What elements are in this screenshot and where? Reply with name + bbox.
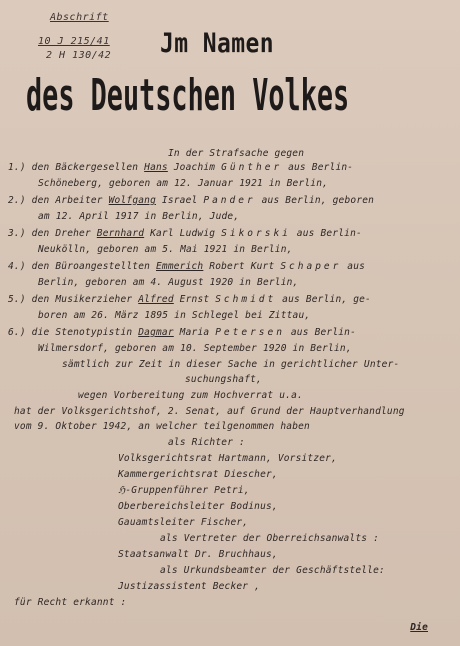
intro-line: In der Strafsache gegen [168,148,305,159]
defendant-2-line-2: am 12. April 1917 in Berlin, Jude, [38,211,240,222]
judge-3: ℌ-Gruppenführer Petri, [118,485,250,496]
defendant-1-line-1: 1.) den Bäckergesellen Hans Joachim Günther aus Berlin- [8,162,354,173]
defendant-4-line-2: Berlin, geboren am 4. August 1920 in Berlin, [38,277,299,288]
clerk-name: Justizassistent Becker , [118,581,261,592]
custody-line-1: sämtlich zur Zeit in dieser Sache in gerichtlicher Unter- [62,359,400,370]
prosecutor-heading: als Vertreter der Oberreichsanwalts : [160,533,380,544]
judges-heading: als Richter : [168,437,245,448]
defendant-1-line-2: Schöneberg, geboren am 12. Januar 1921 in Berlin, [38,178,329,189]
custody-line-2: suchungshaft, [185,374,262,385]
judge-4: Oberbereichsleiter Bodinus, [118,501,278,512]
prosecutor-name: Staatsanwalt Dr. Bruchhaus, [118,549,278,560]
title-line-2: des Deutschen Volkes [26,70,350,121]
verdict-line: für Recht erkannt : [14,597,127,608]
case-reference-1: 10 J 215/41 [38,36,110,47]
abschrift-label: Abschrift [50,12,109,23]
clerk-heading: als Urkundsbeamter der Geschäftstelle: [160,565,385,576]
judge-1: Volksgerichtsrat Hartmann, Vorsitzer, [118,453,338,464]
case-reference-2: 2 H 130/42 [46,50,112,61]
court-line-1: hat der Volksgerichtshof, 2. Senat, auf Grund der Hauptverhandlung [14,406,405,417]
charge-line: wegen Vorbereitung zum Hochverrat u.a. [78,390,303,401]
defendant-3-line-2: Neukölln, geboren am 5. Mai 1921 in Berlin, [38,244,293,255]
defendant-6-line-2: Wilmersdorf, geboren am 10. September 1920 in Berlin, [38,343,352,354]
defendant-2-line-1: 2.) den Arbeiter Wolfgang Israel Pander aus Berlin, geboren [8,195,375,206]
defendant-5-line-2: boren am 26. März 1895 in Schlegel bei Zittau, [38,310,311,321]
continuation-word: Die [410,622,428,633]
defendant-5-line-1: 5.) den Musikerzieher Alfred Ernst Schmidt aus Berlin, ge- [8,294,371,305]
judge-2: Kammergerichtsrat Diescher, [118,469,278,480]
defendant-4-line-1: 4.) den Büroangestellten Emmerich Robert Kurt Schaper aus [8,261,366,272]
court-line-2: vom 9. Oktober 1942, an welcher teilgenommen haben [14,421,310,432]
title-line-1: Jm Namen [160,28,274,59]
defendant-3-line-1: 3.) den Dreher Bernhard Karl Ludwig Sikorski aus Berlin- [8,228,362,239]
judge-5: Gauamtsleiter Fischer, [118,517,249,528]
defendant-6-line-1: 6.) die Stenotypistin Dagmar Maria Petersen aus Berlin- [8,327,357,338]
